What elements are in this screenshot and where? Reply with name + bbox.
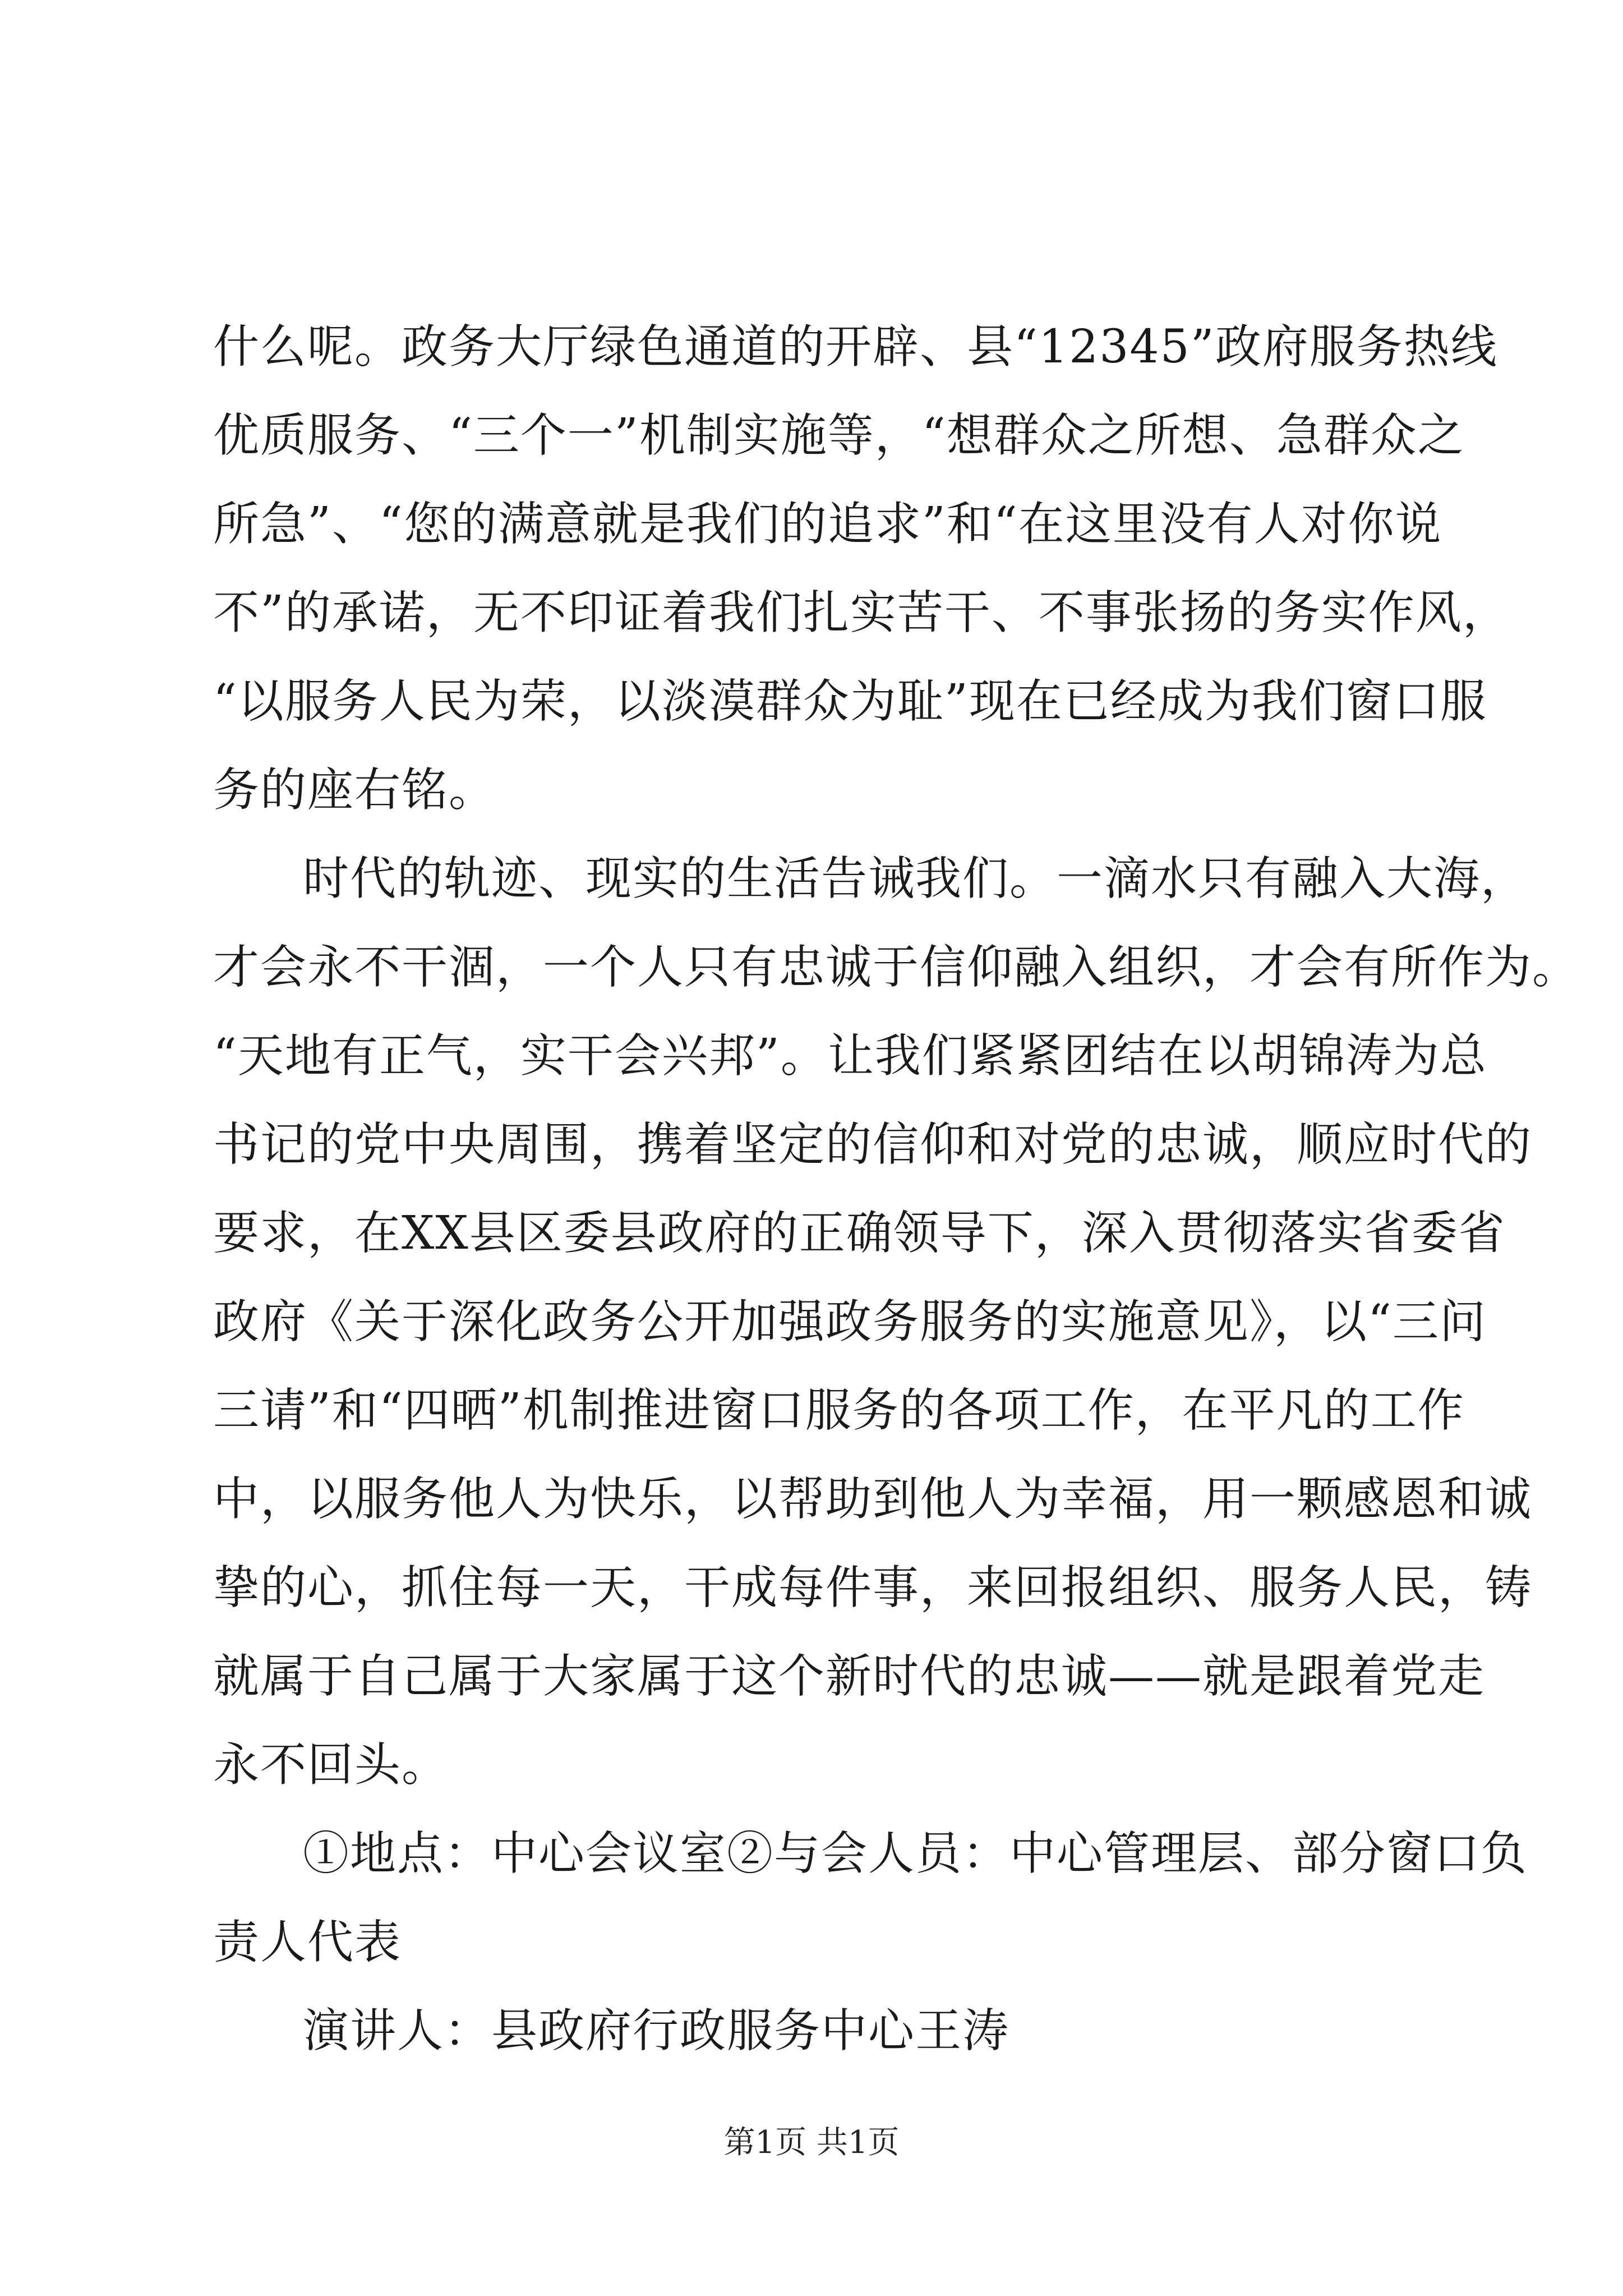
body-line: 书记的党中央周围，携着坚定的信仰和对党的忠诚，顺应时代的 xyxy=(213,1118,1533,1171)
body-line: 政府《关于深化政务公开加强政务服务的实施意见》，以“三问 xyxy=(213,1295,1487,1349)
body-line: 中，以服务他人为快乐，以帮助到他人为幸福，用一颗感恩和诚 xyxy=(213,1473,1533,1526)
body-line: 所急”、“您的满意就是我们的追求”和“在这里没有人对你说 xyxy=(213,498,1442,551)
page-number-footer: 第1页 共1页 xyxy=(723,2124,900,2161)
body-line: “天地有正气，实干会兴邦”。让我们紧紧团结在以胡锦涛为总 xyxy=(213,1029,1487,1083)
body-line: 务的座右铭。 xyxy=(213,763,496,817)
body-line: 挚的心，抓住每一天，干成每件事，来回报组织、服务人民，铸 xyxy=(213,1561,1533,1614)
body-line: 永不回头。 xyxy=(213,1738,449,1792)
document-body xyxy=(213,303,1580,2076)
meeting-info-line: ①地点：中心会议室②与会人员：中心管理层、部分窗口负 xyxy=(303,1827,1528,1880)
body-line: 就属于自己属于大家属于这个新时代的忠诚——就是跟着党走 xyxy=(213,1650,1486,1703)
speaker-line: 演讲人：县政府行政服务中心王涛 xyxy=(303,2004,1010,2058)
body-line: 才会永不干涸，一个人只有忠诚于信仰融入组织，才会有所作为。 xyxy=(213,941,1580,994)
body-line: 三请”和“四晒”机制推进窗口服务的各项工作，在平凡的工作 xyxy=(213,1384,1465,1437)
body-line: 不”的承诺，无不印证着我们扎实苦干、不事张扬的务实作风， xyxy=(213,586,1510,639)
body-line: 优质服务、“三个一”机制实施等，“想群众之所想、急群众之 xyxy=(213,409,1465,462)
body-line: 责人代表 xyxy=(213,1916,402,1969)
body-line: “以服务人民为荣，以淡漠群众为耻”现在已经成为我们窗口服 xyxy=(213,675,1487,728)
body-line: 要求，在XX县区委县政府的正确领导下，深入贯彻落实省委省 xyxy=(213,1207,1506,1260)
paragraph-first-line: 时代的轨迹、现实的生活告诫我们。一滴水只有融入大海， xyxy=(303,852,1528,905)
body-line: 什么呢。政务大厅绿色通道的开辟、县“12345”政府服务热线 xyxy=(213,320,1498,374)
